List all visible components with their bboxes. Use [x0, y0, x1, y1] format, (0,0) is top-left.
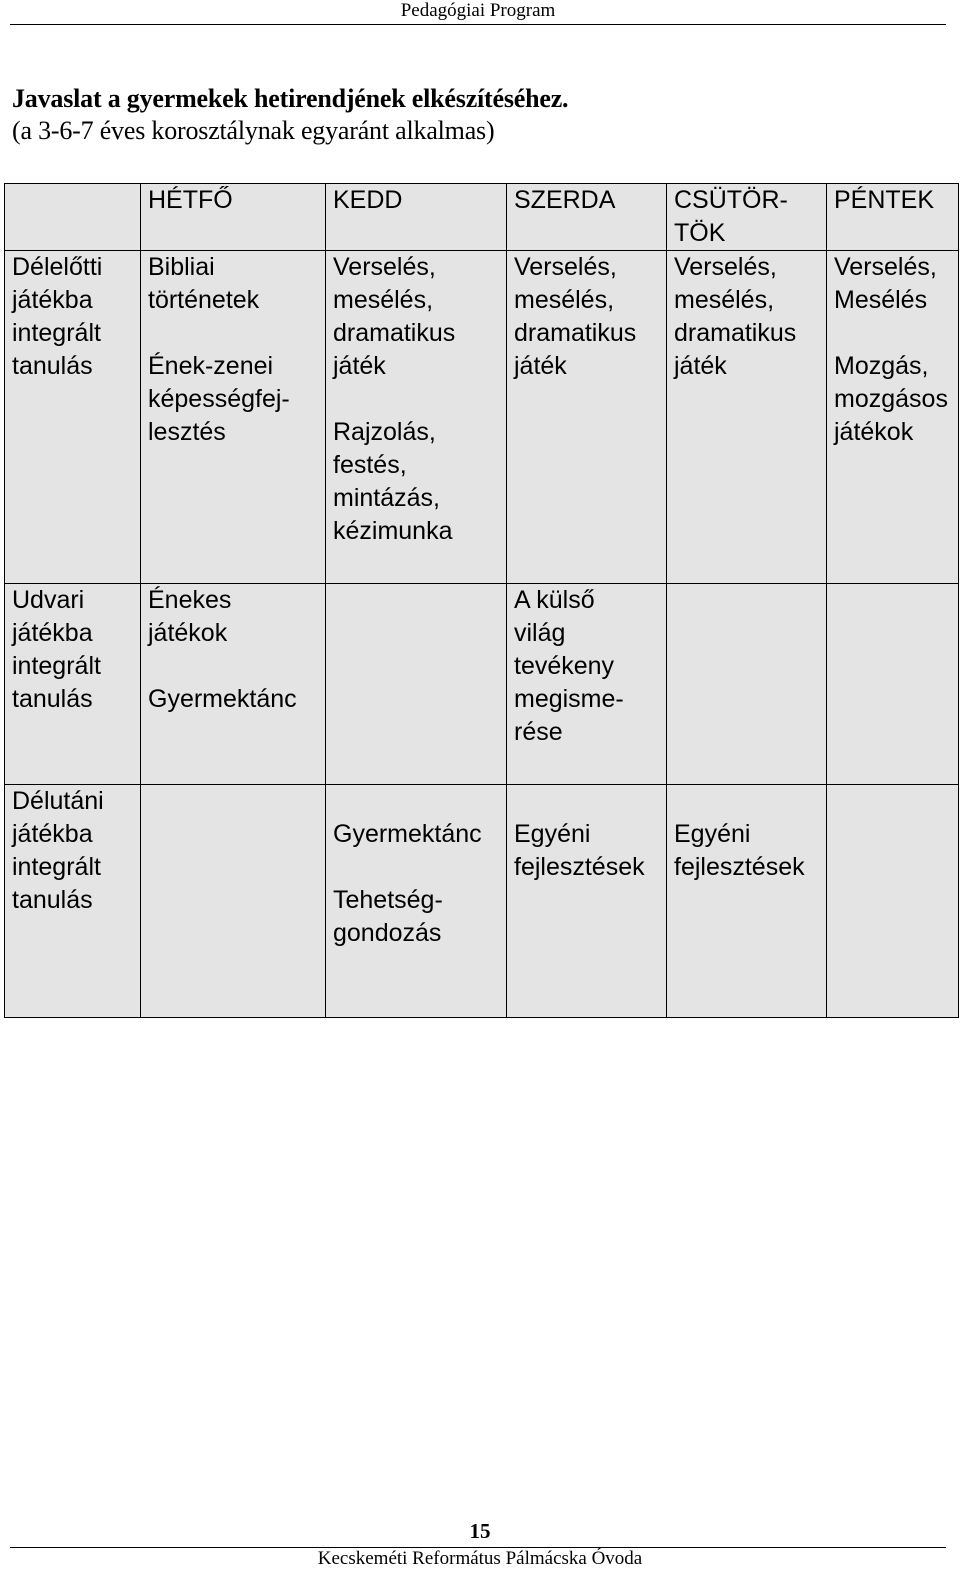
page-number: 15	[469, 1519, 491, 1543]
schedule-cell: Verselés, mesélés, dramatikus játék Rajzolás, festés, mintázás, kézimunka	[326, 251, 507, 584]
schedule-cell: Gyermektánc Tehetség- gondozás	[326, 785, 507, 1018]
day-header: PÉNTEK	[827, 184, 959, 251]
schedule-cell: Verselés, mesélés, dramatikus játék	[507, 251, 667, 584]
schedule-cell	[827, 584, 959, 785]
schedule-cell: Verselés, mesélés, dramatikus játék	[667, 251, 827, 584]
day-header: KEDD	[326, 184, 507, 251]
schedule-cell: Egyéni fejlesztések	[507, 785, 667, 1018]
document-subtitle: (a 3-6-7 éves korosztálynak egyaránt alkalmas)	[12, 116, 495, 145]
schedule-cell: Bibliai történetek Ének-zenei képességfej- lesztés	[141, 251, 326, 584]
table-header-row	[5, 184, 959, 251]
row-header: Délutáni játékba integrált tanulás	[5, 785, 141, 1018]
schedule-cell: Verselés, Mesélés Mozgás, mozgásos játékok	[827, 251, 959, 584]
table-row	[5, 785, 959, 1018]
schedule-cell	[667, 584, 827, 785]
day-header: SZERDA	[507, 184, 667, 251]
table-row	[5, 251, 959, 584]
running-header: Pedagógiai Program	[10, 0, 946, 25]
schedule-cell	[827, 785, 959, 1018]
schedule-cell	[141, 785, 326, 1018]
schedule-cell: A külső világ tevékeny megisme- rése	[507, 584, 667, 785]
footer-institution: Kecskeméti Református Pálmácska Óvoda	[317, 1548, 643, 1569]
corner-cell	[5, 184, 141, 251]
row-header: Délelőtti játékba integrált tanulás	[5, 251, 141, 584]
schedule-cell: Énekes játékok Gyermektánc	[141, 584, 326, 785]
schedule-cell	[326, 584, 507, 785]
table-row	[5, 584, 959, 785]
day-header: CSÜTÖR- TÖK	[667, 184, 827, 251]
document-title: Javaslat a gyermekek hetirendjének elkészítéséhez.	[12, 84, 569, 113]
row-header: Udvari játékba integrált tanulás	[5, 584, 141, 785]
weekly-schedule-table	[4, 183, 959, 1018]
day-header: HÉTFŐ	[141, 184, 326, 251]
schedule-cell: Egyéni fejlesztések	[667, 785, 827, 1018]
